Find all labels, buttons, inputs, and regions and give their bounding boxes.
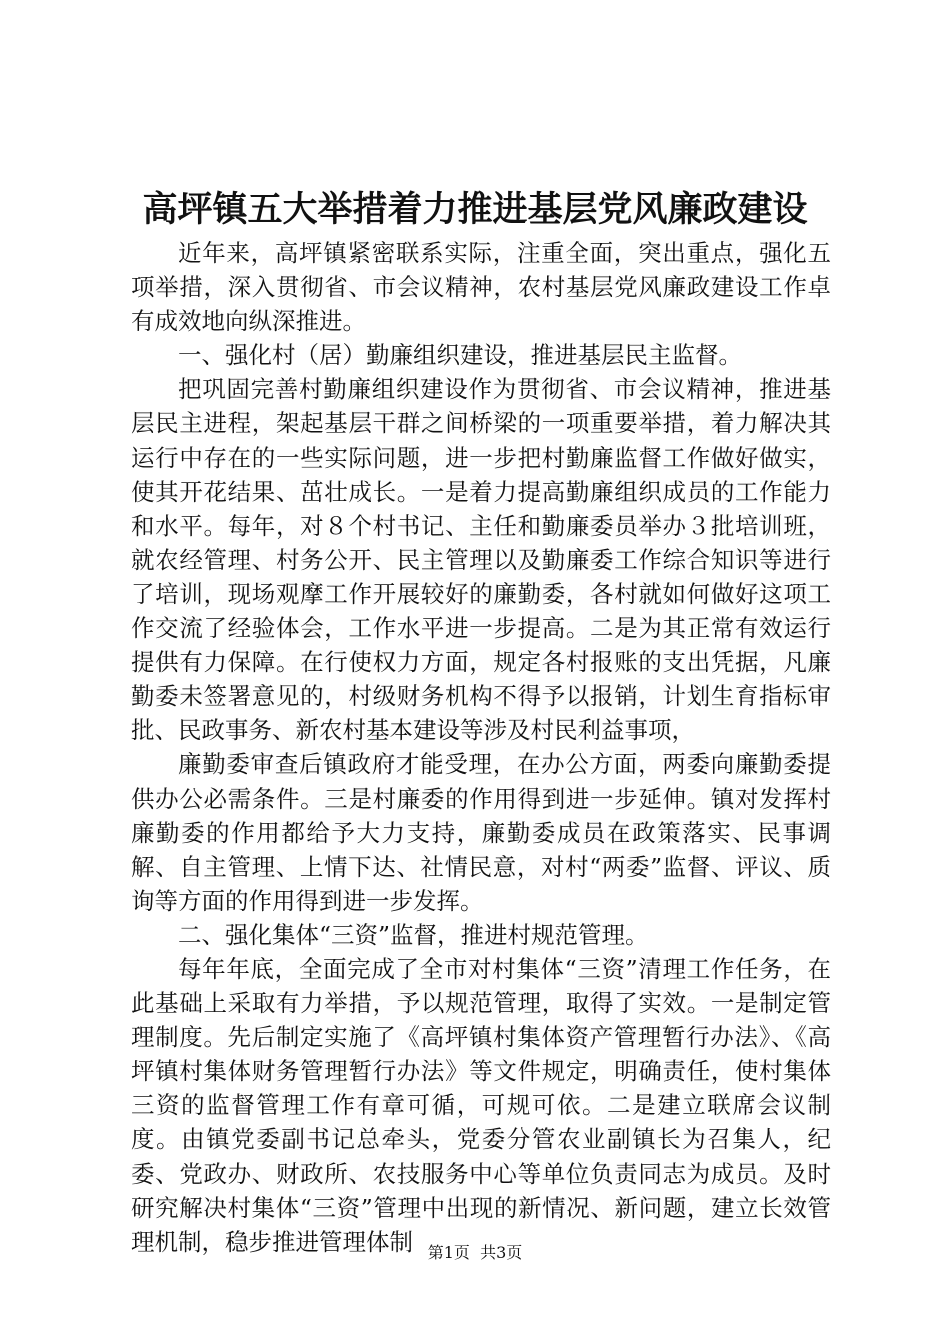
paragraph-section-2: 每年年底，全面完成了全市对村集体“三资”清理工作任务，在此基础上采取有力举措，予以规范管理，取得了实效。一是制定管理制度。先后制定实施了《高坪镇村集体资产管理暂行办法》、《高坪镇村集体财务管理暂行办法》等文件规定，明确责任，使村集体三资的监督管理工作有章可循，可规可依。二是建立联席会议制度。由镇党委副书记总牵头，党委分管农业副镇长为召集人，纪委、党政办、财政所、农技服务中心等单位负责同志为成员。及时研究解决村集体“三资”管理中出现的新情况、新问题，建立长效管理机制，稳步推进管理体制 xyxy=(131,954,831,1256)
paragraph-intro: 近年来，高坪镇紧密联系实际，注重全面，突出重点，强化五项举措，深入贯彻省、市会议精神，农村基层党风廉政建设工作卓有成效地向纵深推进。 xyxy=(131,239,831,336)
page-footer xyxy=(0,1242,950,1264)
section-heading-1: 一、强化村（居）勤廉组织建设，推进基层民主监督。 xyxy=(178,341,742,370)
section-heading-2: 二、强化集体“三资”监督，推进村规范管理。 xyxy=(178,920,649,949)
document-title: 高坪镇五大举措着力推进基层党风廉政建设 xyxy=(142,189,808,230)
document-body xyxy=(131,236,831,1259)
page-number: 第1页 xyxy=(427,1243,470,1262)
paragraph-section-1-a: 把巩固完善村勤廉组织建设作为贯彻省、市会议精神，推进基层民主进程，架起基层干群之间桥梁的一项重要举措，着力解决其运行中存在的一些实际问题，进一步把村勤廉监督工作做好做实，使其开花结果、茁壮成长。一是着力提高勤廉组织成员的工作能力和水平。每年，对８个村书记、主任和勤廉委员举办３批培训班，就农经管理、村务公开、民主管理以及勤廉委工作综合知识等进行了培训，现场观摩工作开展较好的廉勤委，各村就如何做好这项工作交流了经验体会，工作水平进一步提高。二是为其正常有效运行提供有力保障。在行使权力方面，规定各村报账的支出凭据，凡廉勤委未签署意见的，村级财务机构不得予以报销，计划生育指标审批、民政事务、新农村基本建设等涉及村民利益事项， xyxy=(131,375,831,745)
paragraph-section-1-b: 廉勤委审查后镇政府才能受理，在办公方面，两委向廉勤委提供办公必需条件。三是村廉委的作用得到进一步延伸。镇对发挥村廉勤委的作用都给予大力支持，廉勤委成员在政策落实、民事调解、自主管理、上情下达、社情民意，对村“两委”监督、评议、质询等方面的作用得到进一步发挥。 xyxy=(131,750,831,915)
page-total: 共3页 xyxy=(480,1243,523,1262)
